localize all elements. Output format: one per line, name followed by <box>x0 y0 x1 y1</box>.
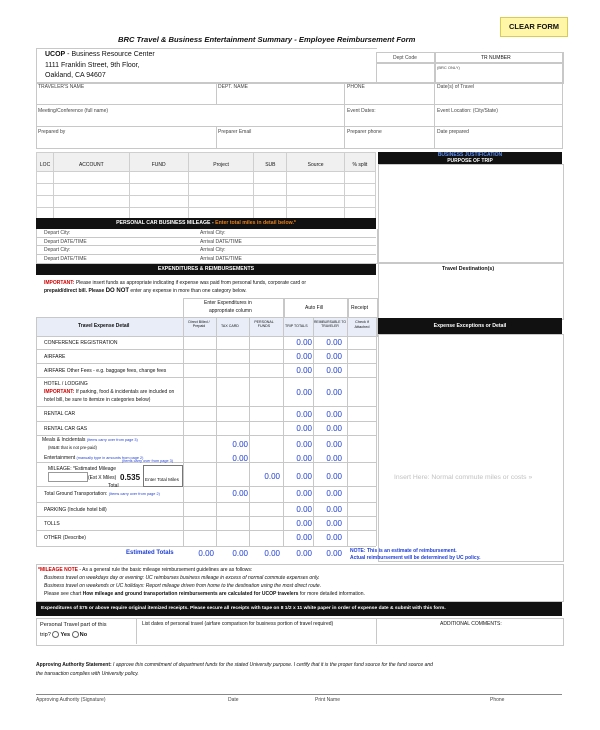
mileage-note-title: *MILEAGE NOTE - As a general rule the basic mileage reimbursement guidelines are as follows: <box>38 567 253 573</box>
additional-comments-field[interactable]: ADDITIONAL COMMENTS: <box>440 621 502 627</box>
personal-travel-question: Personal Travel part of this <box>40 622 107 628</box>
approval-date-field[interactable]: Date <box>228 697 239 703</box>
depart-datetime-2[interactable]: Depart DATE/TIME <box>44 256 87 262</box>
reimb-rental-gas: 0.00 <box>326 424 342 433</box>
trip-total-entertainment: 0.00 <box>296 454 312 463</box>
dates-of-travel-field[interactable]: Date(s) of Travel <box>437 84 474 90</box>
line-tolls: TOLLS <box>44 521 60 527</box>
col-loc: LOC <box>39 162 51 168</box>
reimb-hotel: 0.00 <box>326 388 342 397</box>
preparer-email-field[interactable]: Preparer Email <box>218 129 252 135</box>
col-trip-totals: TRIP TOTALS <box>285 324 308 328</box>
org-name: UCOP - Business Resource Center <box>45 51 155 58</box>
reimb-parking: 0.00 <box>326 505 342 514</box>
line-parking: PARKING (Include hotel bill) <box>44 507 107 513</box>
col-reimbursable: REIMBURSABLE TO TRAVELER <box>313 320 347 328</box>
important-note-line2: prepaid/direct bill. Please DO NOT enter any expense in more than one category below. <box>44 288 247 294</box>
clear-form-button[interactable]: CLEAR FORM <box>500 17 568 37</box>
reimb-conference: 0.00 <box>326 338 342 347</box>
reimb-entertainment: 0.00 <box>326 454 342 463</box>
miles-total-label: Total <box>108 483 119 489</box>
line-conference-registration: CONFERENCE REGISTRATION <box>44 340 118 346</box>
enter-total-miles-label: Enter Total Miles <box>145 477 179 482</box>
line-meals-incidentals: Meals & Incidentals (Items carry over from page 3) <box>42 437 138 443</box>
trip-total-conference: 0.00 <box>296 338 312 347</box>
arrival-city-1[interactable]: Arrival City: <box>200 230 226 236</box>
travel-destinations-label: Travel Destination(s) <box>442 266 495 272</box>
col-direct-billed: Direct Billed / Prepaid <box>188 320 210 328</box>
col-tax-card: TAX CARD <box>221 324 239 328</box>
reimb-meals: 0.00 <box>326 440 342 449</box>
justification-bar <box>378 152 562 164</box>
total-tax-card: 0.00 <box>232 549 248 558</box>
yes-radio-icon[interactable] <box>52 631 59 638</box>
reimb-tolls: 0.00 <box>326 519 342 528</box>
trip-total-airfare: 0.00 <box>296 352 312 361</box>
line-airfare: AIRFARE <box>44 354 66 360</box>
account-row[interactable] <box>37 184 376 196</box>
travel-expense-detail-header: Travel Expense Detail <box>78 323 130 329</box>
insert-here-hint: Insert Here: Normal commute miles or costs » <box>394 474 533 481</box>
total-trip: 0.00 <box>296 549 312 558</box>
line-mileage: MILEAGE: *Estimated Mileage <box>48 466 117 472</box>
tr-number-label: TR NUMBER <box>481 55 511 61</box>
enter-expenditures-label: Enter Expenditures in <box>204 300 252 306</box>
enter-total-miles-box[interactable] <box>143 465 183 487</box>
hotel-important-note2: hotel bill, be sure to itemize in categories below) <box>44 397 151 403</box>
receipt-label: Receipt <box>351 305 368 311</box>
estimated-mileage-input[interactable] <box>48 472 88 482</box>
mileage-note-bullet3: Please see chart How mileage and ground transportation reimbursements are calculated for UCOP travelers for more detailed information. <box>44 591 365 597</box>
reimb-airfare-fees: 0.00 <box>326 366 342 375</box>
entertainment-personal-funds: 0.00 <box>232 454 248 463</box>
approval-print-name-field[interactable]: Print Name <box>315 697 341 703</box>
mileage-bar: PERSONAL CAR BUSINESS MILEAGE - Enter total miles in detail below.* <box>36 218 376 229</box>
line-hotel-lodging: HOTEL / LODGING <box>44 381 88 387</box>
line-entertainment: Entertainment (manually type in amounts from page 2) <box>44 455 144 461</box>
line-rental-car-gas: RENTAL CAR GAS <box>44 426 88 432</box>
line-other: OTHER (Describe) <box>44 535 86 541</box>
approval-statement: Approving Authority Statement: I approve this commitment of department funds for the stated University purpose. I certify that it is the proper fund source for the fund source and <box>36 662 433 668</box>
col-project: Project <box>213 162 229 168</box>
tr-office-note: (BRC ONLY) <box>437 65 460 70</box>
estimate-note: NOTE: This is an estimate of reimbursement. <box>350 548 457 554</box>
trip-total-meals: 0.00 <box>296 440 312 449</box>
mileage-note-bullet1: Business travel on weekdays day or evening: UC reimburses business mileage in excess of normal commute expenses only. <box>44 575 320 581</box>
personal-travel-question2: trip? Yes No <box>40 631 88 638</box>
account-table <box>36 152 376 220</box>
col-personal-funds: PERSONAL FUNDS <box>254 320 274 328</box>
arrival-datetime-2[interactable]: Arrival DATE/TIME <box>200 256 242 262</box>
depart-city-1[interactable]: Depart City: <box>44 230 71 236</box>
phone-field[interactable]: PHONE <box>347 84 365 90</box>
trip-total-ground: 0.00 <box>296 489 312 498</box>
arrival-city-2[interactable]: Arrival City: <box>200 247 226 253</box>
purpose-input[interactable] <box>378 164 564 264</box>
preparer-phone-field[interactable]: Preparer phone <box>347 129 382 135</box>
trip-total-airfare-fees: 0.00 <box>296 366 312 375</box>
mileage-personal-funds: 0.00 <box>264 472 280 481</box>
expense-exceptions-bar: Expense Exceptions or Detail <box>378 318 562 334</box>
no-radio-icon[interactable] <box>72 631 79 638</box>
trip-total-rental-car: 0.00 <box>296 410 312 419</box>
travelers-name-field[interactable]: TRAVELER'S NAME <box>38 84 85 90</box>
trip-total-rental-gas: 0.00 <box>296 424 312 433</box>
approval-phone-field[interactable]: Phone <box>490 697 505 703</box>
trip-total-mileage: 0.00 <box>296 472 312 481</box>
ground-personal-funds: 0.00 <box>232 489 248 498</box>
col-check-attached: Check if Attached <box>354 320 370 329</box>
reimb-ground: 0.00 <box>326 489 342 498</box>
total-direct-billed: 0.00 <box>198 549 214 558</box>
miles-x-label: (Est X Miles) <box>88 475 117 481</box>
event-dates-field[interactable]: Event Dates: <box>347 108 376 114</box>
dept-name-field[interactable]: DEPT. NAME <box>218 84 249 90</box>
receipts-bar: Expenditures of $75 or above require original itemized receipts. Please secure all receipts with tape on 8 1/2 x 11 white paper in order of expense date & submit with this form. <box>36 602 562 616</box>
appropriate-column-label: appropriate column <box>209 308 252 314</box>
expenditures-bar: EXPENDITURES & REIMBURSEMENTS <box>36 264 376 275</box>
mileage-note-bullet2: Business travel on weekends or UC holidays: Report mileage driven from home to the destination using the most direct route. <box>44 583 322 589</box>
expense-exceptions-input[interactable] <box>378 334 564 562</box>
reimb-other: 0.00 <box>326 533 342 542</box>
total-personal-funds: 0.00 <box>264 549 280 558</box>
col-source: Source <box>307 162 324 168</box>
estimated-totals-label: Estimated Totals <box>126 550 174 556</box>
col-sub: SUB <box>265 162 276 168</box>
prepared-by-field[interactable]: Prepared by <box>38 129 66 135</box>
total-reimbursable: 0.00 <box>326 549 342 558</box>
purpose-of-trip: PURPOSE OF TRIP <box>447 158 493 164</box>
estimate-note-2: Actual reimbursement will be determined by UC policy. <box>350 555 481 561</box>
account-row[interactable] <box>37 172 376 184</box>
depart-datetime-1[interactable]: Depart DATE/TIME <box>44 239 87 245</box>
meals-personal-funds: 0.00 <box>232 440 248 449</box>
col-account: ACCOUNT <box>78 162 104 168</box>
line-rental-car: RENTAL CAR <box>44 411 76 417</box>
col-split: % split <box>352 162 368 168</box>
date-prepared-field[interactable]: Date prepared <box>437 129 469 135</box>
meals-max-note: (M&IE that is not pre-paid) <box>48 445 97 450</box>
depart-city-2[interactable]: Depart City: <box>44 247 71 253</box>
important-note-line1: IMPORTANT: Please insert funds as appropriate indicating if expense was paid from personal funds, corporate card or <box>44 280 306 286</box>
approving-signature-field[interactable]: Approving Authority (Signature) <box>36 697 106 703</box>
travel-destinations-input[interactable] <box>378 262 564 320</box>
event-location-field[interactable]: Event Location: (City/State) <box>437 108 498 114</box>
auto-fill-label: Auto Fill <box>305 305 324 311</box>
arrival-datetime-1[interactable]: Arrival DATE/TIME <box>200 239 242 245</box>
line-airfare-other-fees: AIRFARE Other Fees - e.g. baggage fees, change fees <box>44 368 167 374</box>
reimb-mileage: 0.00 <box>326 472 342 481</box>
line-total-ground: Total Ground Transportation: (Items carry over from page 2) <box>44 491 160 497</box>
form-title: BRC Travel & Business Entertainment Summary - Employee Reimbursement Form <box>118 35 416 44</box>
account-row[interactable] <box>37 196 376 208</box>
entertainment-carry-note: (Items carry over from page 3) <box>122 459 174 463</box>
approval-statement-2: the transaction complies with University policy. <box>36 671 139 677</box>
hotel-important-note: IMPORTANT: If parking, food & incidentals are included on <box>44 389 175 395</box>
reimb-rental-car: 0.00 <box>326 410 342 419</box>
meeting-field[interactable]: Meeting/Conference (full name) <box>38 108 109 114</box>
reimb-airfare: 0.00 <box>326 352 342 361</box>
personal-travel-dates-field[interactable]: List dates of personal travel (airfare comparison for business portion of travel required) <box>142 621 334 627</box>
dept-code-input[interactable] <box>376 62 436 84</box>
org-address-line2: Oakland, CA 94607 <box>45 72 106 79</box>
org-address-line1: 1111 Franklin Street, 9th Floor, <box>45 62 140 69</box>
trip-total-other: 0.00 <box>296 533 312 542</box>
trip-total-hotel: 0.00 <box>296 388 312 397</box>
mileage-rate: 0.535 <box>120 473 141 482</box>
trip-total-tolls: 0.00 <box>296 519 312 528</box>
col-fund: FUND <box>151 162 166 168</box>
justification-title: BUSINESS JUSTIFICATION <box>437 152 503 158</box>
trip-total-parking: 0.00 <box>296 505 312 514</box>
dept-code-label: Dept Code <box>393 55 417 61</box>
